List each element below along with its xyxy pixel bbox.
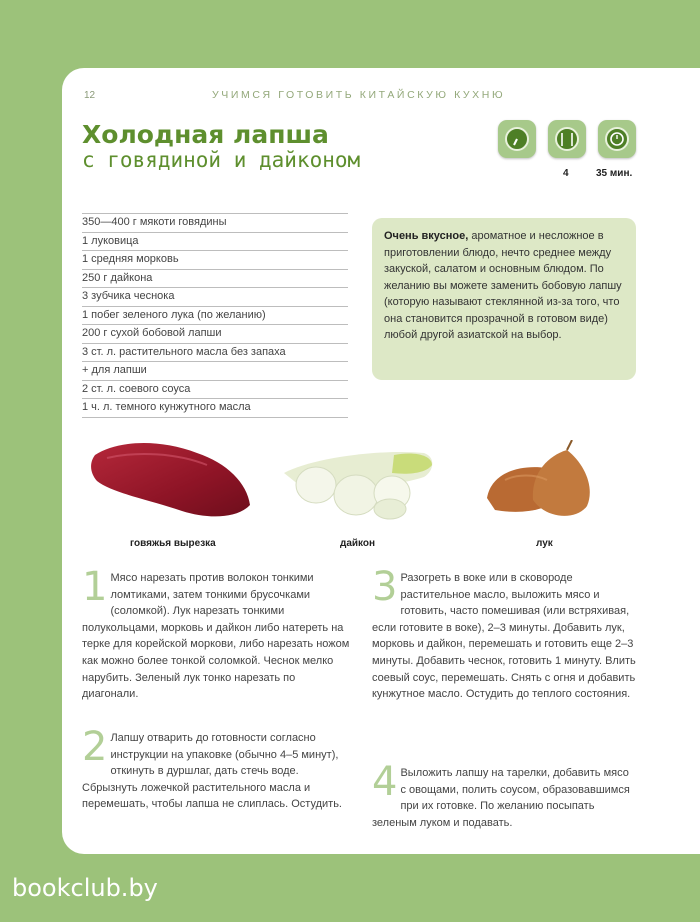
shallot-caption: лук	[536, 538, 553, 549]
beef-photo	[87, 433, 257, 523]
step-text: Разогреть в воке или в сковороде растительное масло, выложить мясо и готовить, часто помешивая (или встряхивая, если готовите в воке), 2–3 минуты. Добавить лук, морковь и дайкон, перемешать и готовить еще 2–3 минуты. Добавить чеснок, готовить 1 минуту. Влить соевый соус, перемешать. Снять с огня и добавить кунжутное масло. Остудить до теплого состояния.	[372, 572, 636, 701]
ingredient-item: 250 г дайкона	[82, 270, 348, 289]
recipe-note	[372, 218, 636, 380]
page-number: 12	[84, 90, 96, 101]
note-text: ароматное и несложное в приготовлении блюдо, нечто среднее между закуской, салатом и основным блюдом. По желанию вы можете заменить бобовую лапшу (которую называют стеклянной из-за того, что она становится прозрачной в готовом виде) любой другой азиатской на выбор.	[384, 230, 622, 341]
step-1	[82, 564, 352, 703]
difficulty-icon	[498, 120, 536, 158]
servings-value: 4	[563, 168, 569, 179]
ingredient-item: 350—400 г мякоти говядины	[82, 213, 348, 233]
step-text: Лапшу отварить до готовности согласно инструкции на упаковке (обычно 4–5 минут), откинуть в дуршлаг, дать стечь воде. Сбрызнуть ложечкой растительного масла и перемешать, чтобы лапша не слиплась. Остудить.	[82, 732, 342, 811]
time-value: 35 мин.	[596, 168, 633, 179]
step-4	[372, 759, 636, 831]
step-text: Выложить лапшу на тарелки, добавить мясо с овощами, полить соусом, образовавшимся при их готовке. По желанию посыпать зеленым луком и подавать.	[372, 767, 630, 829]
beef-caption: говяжья вырезка	[130, 538, 216, 549]
ingredient-item: 1 средняя морковь	[82, 251, 348, 270]
daikon-caption: дайкон	[340, 538, 376, 549]
step-number: 3	[372, 564, 398, 610]
brand-watermark: bookclub.by	[12, 874, 158, 902]
ingredient-item: 2 ст. л. соевого соуса	[82, 381, 348, 400]
recipe-subtitle: с говядиной и дайконом	[82, 148, 361, 172]
ingredient-item: 3 зубчика чеснока	[82, 288, 348, 307]
shallot-photo	[477, 440, 602, 530]
ingredient-item: 1 побег зеленого лука (по желанию)	[82, 307, 348, 326]
step-number: 4	[372, 759, 398, 805]
time-icon	[598, 120, 636, 158]
servings-icon	[548, 120, 586, 158]
ingredient-item: + для лапши	[82, 362, 348, 381]
daikon-photo	[274, 443, 439, 528]
recipe-title: Холодная лапша	[82, 120, 329, 149]
ingredient-item: 1 ч. л. темного кунжутного масла	[82, 399, 348, 418]
running-head: УЧИМСЯ ГОТОВИТЬ КИТАЙСКУЮ КУХНЮ	[212, 89, 506, 101]
step-2	[82, 724, 352, 813]
ingredient-item: 3 ст. л. растительного масла без запаха	[82, 344, 348, 363]
step-text: Мясо нарезать против волокон тонкими ломтиками, затем тонкими брусочками (соломкой). Лук нарезать тонкими полукольцами, морковь и дайкон либо натереть на терке для корейской моркови, либо нарезать ножом как можно более тонкой соломкой. Чеснок мелко нарубить. Зеленый лук тонко нарезать по диагонали.	[82, 572, 350, 701]
note-bold: Очень вкусное,	[384, 230, 469, 242]
ingredient-item: 1 луковица	[82, 233, 348, 252]
ingredient-item: 200 г сухой бобовой лапши	[82, 325, 348, 344]
step-number: 2	[82, 724, 108, 770]
step-number: 1	[82, 564, 108, 610]
step-3	[372, 564, 636, 703]
ingredients-list	[82, 213, 348, 418]
recipe-page	[62, 68, 700, 854]
